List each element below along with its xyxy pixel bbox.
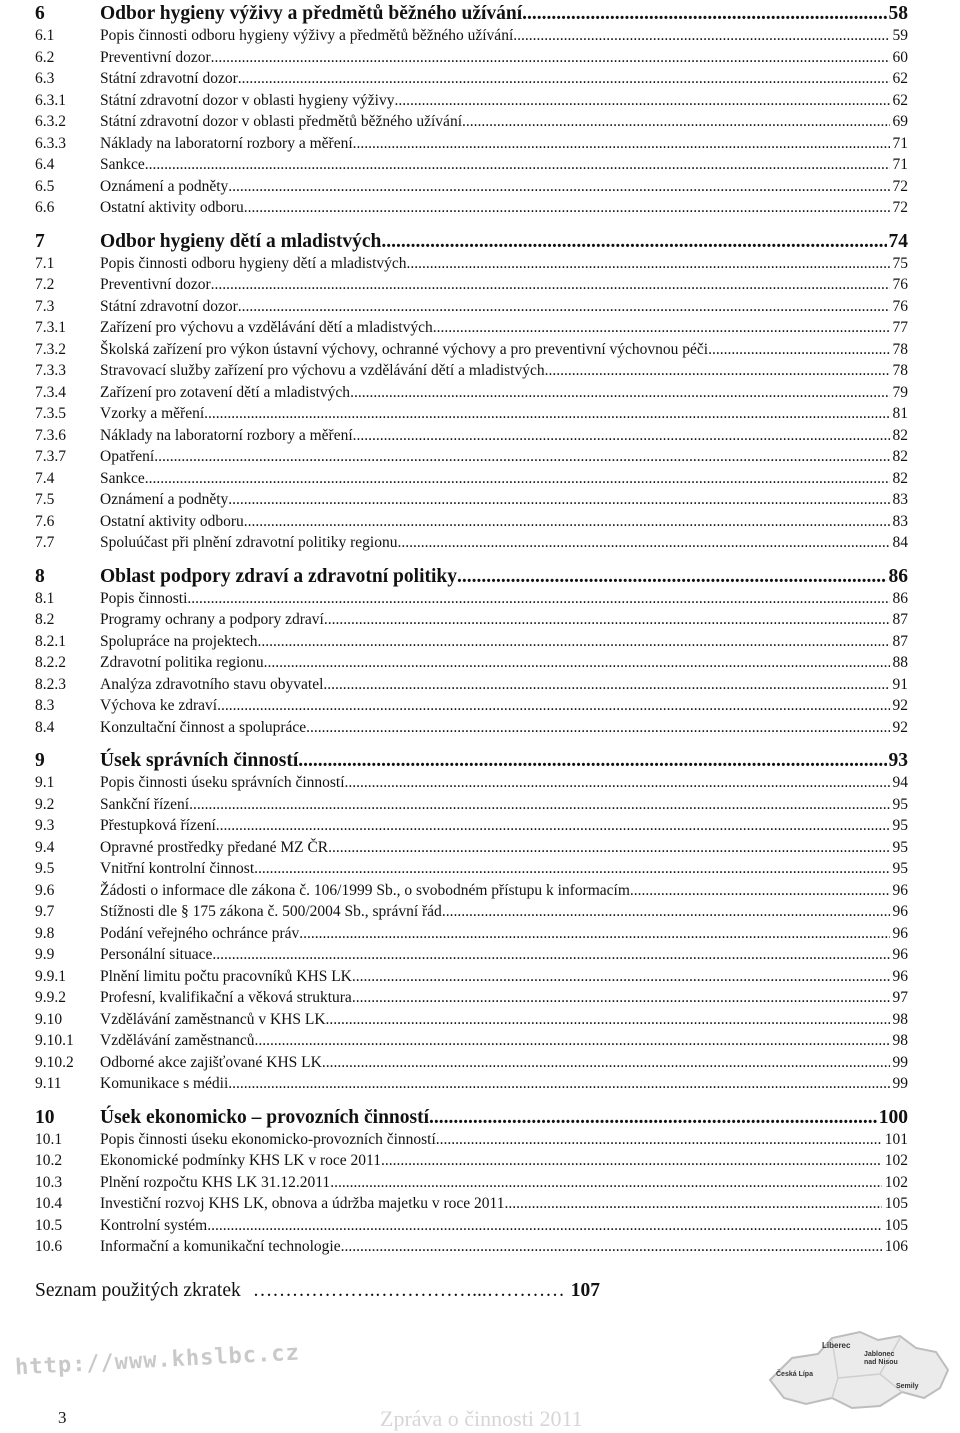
toc-entry-title: Spoluúčast při plnění zdravotní politiky regionu (100, 534, 398, 551)
toc-entry-page: 86 (888, 565, 908, 587)
toc-dot-leader (513, 27, 889, 45)
toc-entry-title: Analýza zdravotního stavu obyvatel (100, 675, 324, 693)
toc-entry-title: Úsek ekonomicko – provozních činností (100, 1106, 430, 1128)
toc-entry-page: 96 (892, 946, 908, 963)
toc-entry-page: 98 (892, 1010, 908, 1028)
toc-entry[interactable] (35, 319, 908, 341)
toc-entry-title: Žádosti o informace dle zákona č. 106/1999 Sb., o svobodném přístupu k informacím (100, 881, 630, 899)
toc-entry-number: 6.3.2 (35, 113, 66, 130)
toc-entry-title: Státní zdravotní dozor (100, 297, 238, 315)
toc-chapter-entry[interactable] (35, 750, 908, 774)
toc-entry-number: 10.4 (35, 1195, 63, 1212)
toc-dot-leader (352, 989, 890, 1007)
toc-entry-page: 81 (892, 405, 908, 422)
toc-dot-leader (258, 633, 890, 651)
toc-entry-page: 100 (878, 1106, 908, 1128)
toc-entry-title: Vzdělávání zaměstnanců v KHS LK (100, 1010, 326, 1028)
toc-entry-number: 10.2 (35, 1152, 63, 1169)
toc-entry-number: 9.5 (35, 860, 55, 877)
toc-entry[interactable] (35, 341, 908, 363)
toc-entry-number: 7.3.3 (35, 362, 66, 379)
toc-entry-number: 6.3 (35, 70, 55, 87)
toc-entry-number: 8.4 (35, 718, 55, 736)
toc-dot-leader (189, 796, 889, 814)
toc-entry-number: 7.2 (35, 276, 55, 293)
toc-entry-title: Preventivní dozor (100, 48, 211, 66)
toc-entry-page: 71 (892, 156, 908, 173)
toc-entry-title: Stravovací služby zařízení pro výchovu a vzdělávání dětí a mladistvých (100, 362, 545, 379)
toc-entry-title: Odbor hygieny dětí a mladistvých (100, 230, 382, 252)
toc-dot-leader (145, 470, 890, 488)
toc-entry-number: 9.2 (35, 795, 55, 813)
toc-entry[interactable] (35, 92, 908, 114)
toc-dot-leader (442, 903, 890, 921)
toc-entry[interactable] (35, 1152, 908, 1174)
toc-entry-title: Popis činnosti úseku správních činností (100, 774, 345, 791)
toc-entry[interactable] (35, 199, 908, 221)
toc-entry[interactable] (35, 178, 908, 200)
toc-chapter-entry[interactable] (35, 3, 908, 27)
toc-entry-page: 60 (892, 48, 908, 66)
toc-entry[interactable] (35, 427, 908, 449)
toc-dot-leader (211, 276, 890, 294)
toc-entry-number: 8.2.2 (35, 654, 66, 671)
toc-entry-number: 6.6 (35, 199, 55, 216)
toc-entry-title: Státní zdravotní dozor v oblasti předmětů běžného užívání (100, 113, 462, 130)
toc-entry[interactable] (35, 135, 908, 157)
toc-entry[interactable] (35, 676, 908, 698)
toc-entry-number: 8.2.1 (35, 632, 66, 650)
abbreviations-title: Seznam použitých zkratek (35, 1280, 241, 1301)
toc-entry-number: 9.10.2 (35, 1053, 74, 1071)
toc-entry-title: Vnitřní kontrolní činnost (100, 860, 255, 877)
toc-entry[interactable] (35, 719, 908, 741)
toc-entry-title: Výchova ke zdraví (100, 697, 218, 714)
toc-dot-leader (341, 1238, 882, 1256)
toc-entry[interactable] (35, 774, 908, 796)
toc-entry-title: Odborné akce zajišťované KHS LK (100, 1053, 322, 1071)
toc-entry-number: 10.5 (35, 1216, 63, 1234)
toc-entry-number: 6.5 (35, 177, 55, 195)
toc-entry-page: 71 (892, 134, 908, 152)
toc-entry-page: 99 (892, 1075, 908, 1092)
toc-entry-page: 102 (884, 1173, 908, 1191)
toc-dot-leader (504, 1195, 881, 1213)
toc-dot-leader (264, 654, 890, 672)
toc-entry-page: 76 (892, 276, 908, 293)
toc-dot-leader (330, 1174, 882, 1192)
toc-entry-page: 106 (884, 1238, 908, 1255)
toc-dot-leader (217, 697, 889, 715)
toc-entry-number: 7.4 (35, 469, 55, 487)
toc-entry-number: 6.2 (35, 48, 55, 66)
toc-entry[interactable] (35, 796, 908, 818)
toc-entry-number: 8.1 (35, 589, 55, 607)
toc-entry[interactable] (35, 882, 908, 904)
toc-entry-page: 95 (892, 860, 908, 877)
toc-entry[interactable] (35, 817, 908, 839)
toc-entry-title: Ostatní aktivity odboru (100, 199, 244, 216)
toc-entry-title: Sankce (100, 156, 145, 173)
toc-entry[interactable] (35, 255, 908, 277)
toc-entry-number: 9 (35, 750, 45, 771)
toc-entry[interactable] (35, 470, 908, 492)
toc-dot-leader (394, 92, 889, 110)
toc-entry-page: 94 (892, 774, 908, 791)
toc-entry[interactable] (35, 113, 908, 135)
toc-entry-title: Investiční rozvoj KHS LK, obnova a údržba majetku v roce 2011 (100, 1195, 505, 1212)
toc-entry[interactable] (35, 27, 908, 49)
toc-dot-leader (381, 231, 886, 253)
toc-entry-number: 6 (35, 3, 45, 24)
toc-dot-leader (228, 178, 889, 196)
toc-chapter-entry[interactable] (35, 566, 908, 590)
toc-dot-leader (244, 199, 890, 217)
toc-entry-number: 10.6 (35, 1238, 63, 1255)
toc-dot-leader (238, 298, 890, 316)
toc-entry-page: 88 (892, 654, 908, 671)
toc-entry[interactable] (35, 1011, 908, 1033)
toc-entry-title: Zařízení pro výchovu a vzdělávání dětí a mladistvých (100, 319, 433, 336)
toc-dot-leader (350, 384, 889, 402)
toc-entry-title: Stížnosti dle § 175 zákona č. 500/2004 Sb., správní řád (100, 903, 442, 920)
page-number: 3 (58, 1408, 67, 1427)
toc-entry[interactable] (35, 384, 908, 406)
toc-dot-leader (407, 255, 890, 273)
toc-entry[interactable] (35, 968, 908, 990)
toc-entry-number: 7.6 (35, 512, 55, 530)
toc-entry-page: 87 (892, 611, 908, 628)
toc-entry-title: Spolupráce na projektech (100, 632, 258, 650)
toc-entry-number: 8.2.3 (35, 675, 66, 693)
toc-entry-page: 95 (892, 838, 908, 856)
toc-entry[interactable] (35, 49, 908, 71)
toc-entry-number: 9.7 (35, 903, 55, 920)
toc-dot-leader (326, 1011, 890, 1029)
toc-entry-page: 82 (892, 448, 908, 465)
toc-entry-title: Profesní, kvalifikační a věková struktura (100, 989, 352, 1006)
toc-entry-page: 74 (888, 230, 908, 252)
toc-dot-leader (545, 362, 890, 380)
toc-dot-leader (352, 968, 890, 986)
map-label-jablonec: Jablonec nad Nisou (864, 1351, 898, 1366)
toc-entry-title: Náklady na laboratorní rozbory a měření (100, 426, 353, 444)
abbreviations-leader: ……………….……………...………… (252, 1280, 565, 1301)
toc-entry-number: 6.4 (35, 156, 55, 173)
toc-entry[interactable] (35, 156, 908, 178)
toc-entry-page: 75 (892, 254, 908, 272)
toc-entry-title: Zdravotní politika regionu (100, 654, 264, 671)
toc-entry-page: 93 (888, 750, 908, 771)
toc-entry-number: 7.3 (35, 297, 55, 315)
toc-entry-page: 105 (884, 1195, 908, 1212)
toc-dot-leader (299, 925, 889, 943)
toc-entry-number: 8 (35, 565, 45, 587)
toc-entry-title: Úsek správních činností (100, 750, 299, 771)
toc-dot-leader (322, 1054, 890, 1072)
toc-entry[interactable] (35, 1075, 908, 1097)
toc-dot-leader (708, 341, 889, 359)
toc-entry-page: 96 (892, 967, 908, 985)
toc-entry-page: 91 (892, 675, 908, 693)
toc-entry-page: 72 (892, 177, 908, 195)
toc-entry-title: Preventivní dozor (100, 276, 211, 293)
toc-entry-page: 82 (892, 426, 908, 444)
toc-entry[interactable] (35, 1054, 908, 1076)
toc-entry-page: 86 (892, 589, 908, 607)
toc-entry-number: 9.1 (35, 774, 55, 791)
toc-entry-title: Školská zařízení pro výkon ústavní výchovy, ochranné výchovy a pro preventivní výchovnou péči (100, 340, 709, 358)
toc-entry[interactable] (35, 903, 908, 925)
toc-entry-title: Popis činnosti odboru hygieny výživy a předmětů běžného užívání (100, 27, 514, 44)
map-label-semily: Semily (896, 1383, 919, 1390)
toc-entry-number: 7.3.5 (35, 405, 66, 422)
toc-entry-page: 96 (892, 903, 908, 920)
toc-dot-leader (212, 946, 889, 964)
toc-entry-number: 8.2 (35, 611, 55, 628)
toc-dot-leader (145, 156, 890, 174)
toc-entry-page: 99 (892, 1053, 908, 1071)
toc-entry-title: Podání veřejného ochránce práv (100, 924, 300, 942)
toc-entry-title: Konzultační činnost a spolupráce (100, 718, 307, 736)
toc-entry[interactable] (35, 654, 908, 676)
toc-entry-page: 98 (892, 1032, 908, 1049)
toc-entry[interactable] (35, 448, 908, 470)
toc-entry-page: 95 (892, 817, 908, 834)
toc-entry-page: 82 (892, 469, 908, 487)
toc-entry-title: Plnění rozpočtu KHS LK 31.12.2011 (100, 1173, 331, 1191)
toc-entry-page: 96 (892, 924, 908, 942)
toc-dot-leader (436, 1131, 882, 1149)
toc-entry-page: 59 (892, 27, 908, 44)
toc-entry-number: 9.8 (35, 924, 55, 942)
toc-entry-title: Oznámení a podněty (100, 491, 229, 508)
toc-entry[interactable] (35, 839, 908, 861)
toc-dot-leader (228, 491, 889, 509)
map-label-ceska-lipa: Česká Lípa (776, 1371, 813, 1378)
toc-entry-number: 7 (35, 230, 45, 252)
table-of-contents (35, 3, 908, 1260)
toc-entry-title: Vzorky a měření (100, 405, 205, 422)
toc-entry[interactable] (35, 1238, 908, 1260)
toc-dot-leader (254, 860, 889, 878)
toc-entry-title: Oznámení a podněty (100, 177, 229, 195)
toc-dot-leader (397, 534, 889, 552)
toc-entry-title: Státní zdravotní dozor (100, 70, 238, 87)
toc-dot-leader (298, 750, 886, 772)
toc-entry[interactable] (35, 1195, 908, 1217)
toc-entry-page: 76 (892, 297, 908, 315)
toc-entry-page: 78 (892, 362, 908, 379)
toc-dot-leader (429, 1107, 877, 1129)
toc-entry[interactable] (35, 946, 908, 968)
toc-dot-leader (462, 113, 890, 131)
toc-entry-page: 83 (892, 512, 908, 530)
toc-entry[interactable] (35, 611, 908, 633)
toc-entry-page: 58 (888, 3, 908, 24)
toc-entry[interactable] (35, 925, 908, 947)
toc-dot-leader (211, 49, 890, 67)
toc-entry-title: Sankční řízení (100, 795, 190, 813)
toc-entry-page: 62 (892, 70, 908, 87)
toc-entry-title: Opravné prostředky předané MZ ČR (100, 838, 329, 856)
toc-entry-page: 92 (892, 718, 908, 736)
toc-entry-page: 101 (884, 1130, 908, 1148)
footer-url: http://www.khslbc.cz (14, 1340, 301, 1381)
page-footer (0, 1318, 960, 1433)
toc-entry[interactable] (35, 697, 908, 719)
region-map-logo (740, 1318, 960, 1433)
toc-entry[interactable] (35, 590, 908, 612)
toc-entry[interactable] (35, 1032, 908, 1054)
toc-entry-title: Vzdělávání zaměstnanců (100, 1032, 255, 1049)
toc-entry[interactable] (35, 633, 908, 655)
toc-entry-title: Ostatní aktivity odboru (100, 512, 244, 530)
report-title: Zpráva o činnosti 2011 (380, 1406, 583, 1431)
toc-entry-title: Opatření (100, 448, 155, 465)
toc-entry-page: 72 (892, 199, 908, 216)
toc-dot-leader (244, 513, 890, 531)
map-label-liberec: Liberec (822, 1341, 851, 1350)
toc-entry-number: 7.7 (35, 534, 55, 551)
toc-chapter-entry[interactable] (35, 1107, 908, 1131)
toc-dot-leader (238, 70, 890, 88)
toc-entry-page: 69 (892, 113, 908, 130)
toc-dot-leader (630, 882, 890, 900)
toc-entry-title: Ekonomické podmínky KHS LK v roce 2011 (100, 1152, 381, 1169)
toc-entry-number: 7.3.7 (35, 448, 66, 465)
toc-entry-title: Zařízení pro zotavení dětí a mladistvých (100, 383, 351, 401)
toc-entry-title: Oblast podpory zdraví a zdravotní politiky (100, 565, 457, 587)
toc-entry-number: 10.3 (35, 1173, 63, 1191)
toc-entry-number: 10.1 (35, 1130, 63, 1148)
toc-entry[interactable] (35, 1174, 908, 1196)
toc-dot-leader (306, 719, 889, 737)
toc-dot-leader (433, 319, 890, 337)
toc-dot-leader (353, 135, 890, 153)
toc-entry-page: 92 (892, 697, 908, 714)
toc-entry-number: 7.3.1 (35, 319, 66, 336)
toc-entry-number: 9.6 (35, 881, 55, 899)
toc-entry-page: 83 (892, 491, 908, 508)
toc-dot-leader (522, 3, 886, 25)
region-map-shape (770, 1332, 948, 1408)
toc-entry[interactable] (35, 513, 908, 535)
toc-entry-title: Náklady na laboratorní rozbory a měření (100, 134, 353, 152)
toc-dot-leader (216, 817, 890, 835)
toc-entry-page: 95 (892, 795, 908, 813)
toc-entry-page: 62 (892, 91, 908, 109)
toc-dot-leader (457, 566, 887, 588)
toc-entry-page: 87 (892, 632, 908, 650)
toc-entry-number: 9.9.1 (35, 967, 66, 985)
toc-entry-number: 7.1 (35, 254, 55, 272)
toc-entry-title: Informační a komunikační technologie (100, 1238, 341, 1255)
toc-entry-number: 6.3.3 (35, 134, 66, 152)
toc-entry[interactable] (35, 1131, 908, 1153)
toc-entry[interactable] (35, 1217, 908, 1239)
toc-entry[interactable] (35, 860, 908, 882)
toc-dot-leader (187, 590, 889, 608)
toc-entry-number: 6.1 (35, 27, 55, 44)
toc-entry-page: 79 (892, 383, 908, 401)
toc-entry-title: Komunikace s médii (100, 1075, 229, 1092)
toc-dot-leader (324, 611, 890, 629)
toc-entry-number: 9.9.2 (35, 989, 66, 1006)
toc-entry[interactable] (35, 298, 908, 320)
toc-dot-leader (207, 1217, 882, 1235)
toc-entry[interactable] (35, 491, 908, 513)
toc-entry-title: Personální situace (100, 946, 213, 963)
toc-entry-number: 8.3 (35, 697, 55, 714)
toc-entry-page: 77 (892, 319, 908, 336)
toc-dot-leader (228, 1075, 889, 1093)
toc-entry-page: 78 (892, 340, 908, 358)
toc-entry-number: 9.9 (35, 946, 55, 963)
toc-dot-leader (255, 1032, 890, 1050)
toc-entry-number: 9.3 (35, 817, 55, 834)
toc-entry[interactable] (35, 70, 908, 92)
toc-entry-number: 9.10 (35, 1010, 63, 1028)
toc-entry-number: 7.3.2 (35, 340, 66, 358)
toc-entry-title: Popis činnosti odboru hygieny dětí a mladistvých (100, 254, 407, 272)
toc-entry[interactable] (35, 989, 908, 1011)
toc-entry-number: 10 (35, 1106, 55, 1128)
toc-entry-page: 105 (884, 1216, 908, 1234)
toc-entry-number: 9.10.1 (35, 1032, 74, 1049)
toc-entry-title: Popis činnosti (100, 589, 188, 607)
abbreviations-entry[interactable] (35, 1280, 908, 1302)
toc-entry-title: Plnění limitu počtu pracovníků KHS LK (100, 967, 352, 985)
toc-entry-title: Odbor hygieny výživy a předmětů běžného užívání (100, 3, 523, 24)
abbreviations-page: 107 (570, 1280, 600, 1301)
toc-entry-title: Popis činnosti úseku ekonomicko-provozních činností (100, 1130, 436, 1148)
toc-entry-title: Programy ochrany a podpory zdraví (100, 611, 324, 628)
toc-dot-leader (353, 427, 890, 445)
toc-entry-number: 9.4 (35, 838, 55, 856)
toc-entry[interactable] (35, 534, 908, 556)
toc-entry-number: 6.3.1 (35, 91, 66, 109)
toc-entry[interactable] (35, 405, 908, 427)
toc-entry-title: Státní zdravotní dozor v oblasti hygieny výživy (100, 91, 395, 109)
toc-entry-number: 9.11 (35, 1075, 62, 1092)
toc-entry-page: 84 (892, 534, 908, 551)
toc-chapter-entry[interactable] (35, 231, 908, 255)
toc-entry-page: 97 (892, 989, 908, 1006)
toc-entry-title: Kontrolní systém (100, 1216, 208, 1234)
toc-entry[interactable] (35, 362, 908, 384)
toc-entry-title: Sankce (100, 469, 145, 487)
toc-entry[interactable] (35, 276, 908, 298)
toc-dot-leader (204, 405, 889, 423)
toc-entry-number: 7.3.6 (35, 426, 66, 444)
toc-entry-title: Přestupková řízení (100, 817, 216, 834)
toc-dot-leader (328, 839, 889, 857)
toc-entry-page: 102 (884, 1152, 908, 1169)
toc-dot-leader (154, 448, 889, 466)
toc-dot-leader (381, 1152, 882, 1170)
toc-entry-number: 7.5 (35, 491, 55, 508)
toc-dot-leader (345, 774, 890, 792)
toc-entry-page: 96 (892, 881, 908, 899)
toc-dot-leader (323, 676, 889, 694)
toc-entry-number: 7.3.4 (35, 383, 66, 401)
